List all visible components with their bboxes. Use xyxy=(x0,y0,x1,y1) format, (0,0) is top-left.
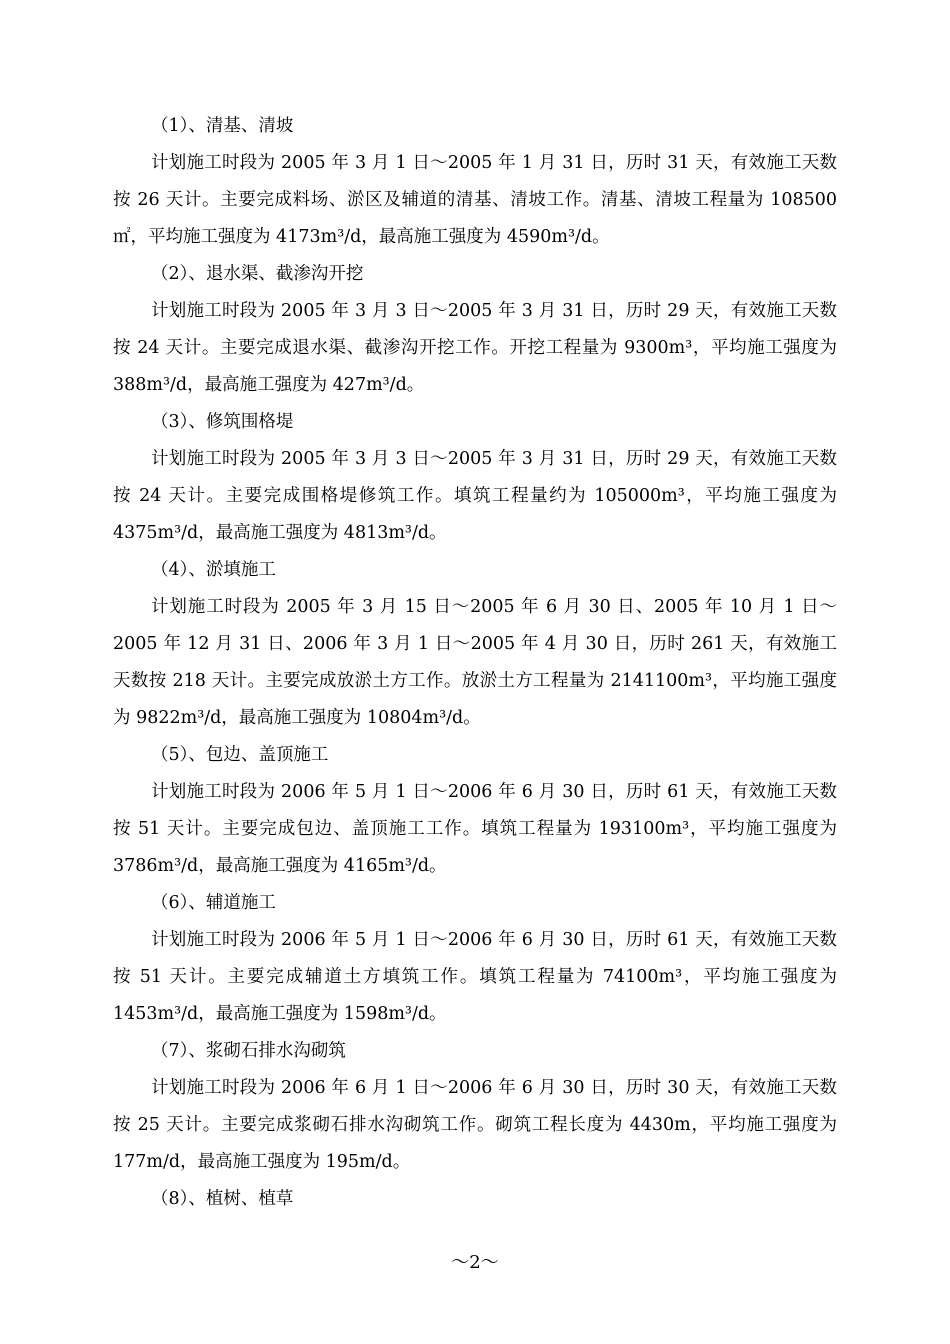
section-body-3: 计划施工时段为 2005 年 3 月 3 日～2005 年 3 月 31 日，历时 29 天，有效施工天数按 24 天计。主要完成围格堤修筑工作。填筑工程量约为 105000m³，平均施工强度为 4375m³/d，最高施工强度为 4813m³/d。 xyxy=(113,449,837,543)
section-heading-6: （6）、辅道施工 xyxy=(151,893,276,913)
section-body-6: 计划施工时段为 2006 年 5 月 1 日～2006 年 6 月 30 日，历时 61 天，有效施工天数按 51 天计。主要完成辅道土方填筑工作。填筑工程量为 74100m³，平均施工强度为 1453m³/d，最高施工强度为 1598m³/d。 xyxy=(113,930,837,1024)
section-body-1: 计划施工时段为 2005 年 3 月 1 日～2005 年 1 月 31 日，历时 31 天，有效施工天数按 26 天计。主要完成料场、淤区及辅道的清基、清坡工作。清基、清坡工程量为 108500㎡，平均施工强度为 4173m³/d，最高施工强度为 4590m³/d。 xyxy=(113,153,837,247)
section-body-2: 计划施工时段为 2005 年 3 月 3 日～2005 年 3 月 31 日，历时 29 天，有效施工天数按 24 天计。主要完成退水渠、截渗沟开挖工作。开挖工程量为 9300m³，平均施工强度为 388m³/d，最高施工强度为 427m³/d。 xyxy=(113,301,837,395)
section-body-4: 计划施工时段为 2005 年 3 月 15 日～2005 年 6 月 30 日、2005 年 10 月 1 日～2005 年 12 月 31 日、2006 年 3 月 1 日～2005 年 4 月 30 日，历时 261 天，有效施工天数按 218 天计。主要完成放淤土方工作。放淤土方工程量为 2141100m³，平均施工强度为 9822m³/d，最高施工强度为 10804m³/d。 xyxy=(113,597,837,728)
section-heading-3: （3）、修筑围格堤 xyxy=(151,412,294,432)
section-heading-7: （7）、浆砌石排水沟砌筑 xyxy=(151,1041,346,1061)
section-heading-5: （5）、包边、盖顶施工 xyxy=(151,745,329,765)
section-heading-4: （4）、淤填施工 xyxy=(151,560,276,580)
section-heading-1: （1）、清基、清坡 xyxy=(151,116,294,136)
page-number: ～2～ xyxy=(451,1252,499,1273)
section-heading-2: （2）、退水渠、截渗沟开挖 xyxy=(151,264,364,284)
section-body-5: 计划施工时段为 2006 年 5 月 1 日～2006 年 6 月 30 日，历时 61 天，有效施工天数按 51 天计。主要完成包边、盖顶施工工作。填筑工程量为 193100m³，平均施工强度为 3786m³/d，最高施工强度为 4165m³/d。 xyxy=(113,782,837,876)
section-body-7: 计划施工时段为 2006 年 6 月 1 日～2006 年 6 月 30 日，历时 30 天，有效施工天数按 25 天计。主要完成浆砌石排水沟砌筑工作。砌筑工程长度为 4430m，平均施工强度为 177m/d，最高施工强度为 195m/d。 xyxy=(113,1078,837,1172)
document-page xyxy=(113,108,837,1218)
section-heading-8: （8）、植树、植草 xyxy=(151,1189,294,1209)
